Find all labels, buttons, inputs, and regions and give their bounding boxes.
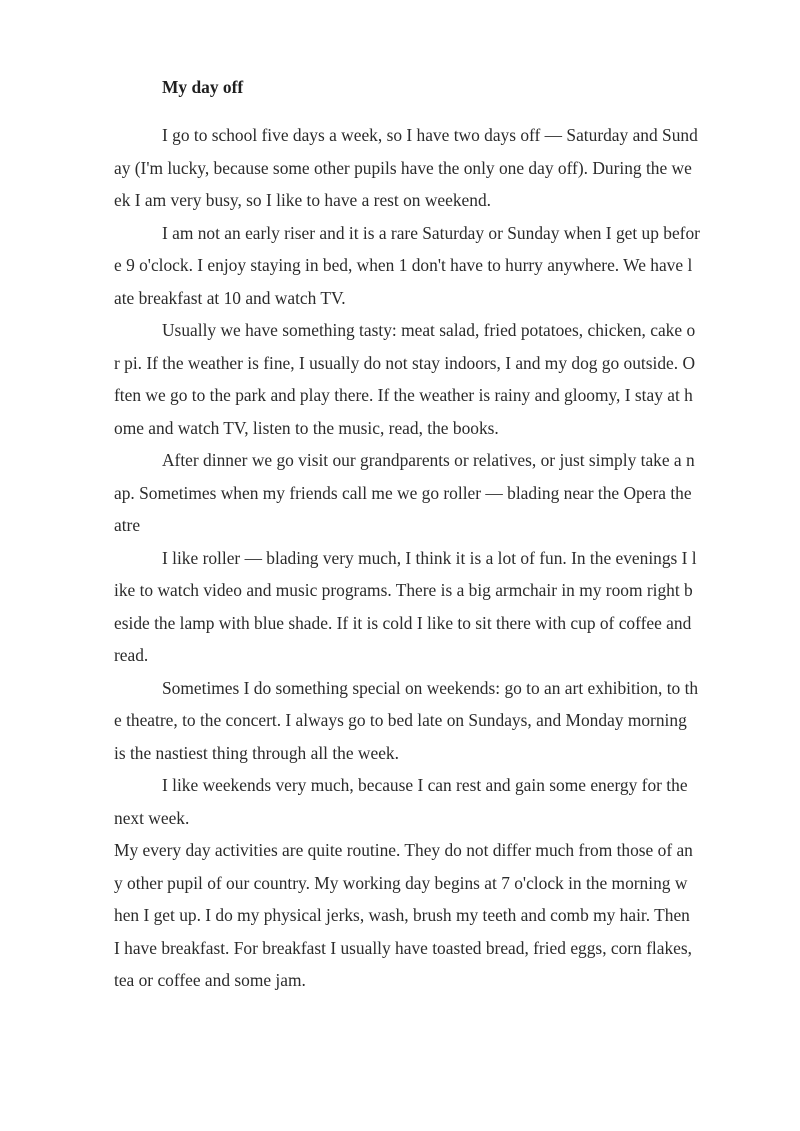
- text-line: ate breakfast at 10 and watch TV.: [114, 287, 346, 308]
- text-line: e 9 o'clock. I enjoy staying in bed, when 1 don't have to hurry anywhere. We have l: [114, 255, 693, 275]
- document-page: [114, 73, 746, 997]
- text-line: My every day activities are quite routine. They do not differ much from those of an: [114, 840, 693, 860]
- text-line: Usually we have something tasty: meat salad, fried potatoes, chicken, cake o: [162, 320, 696, 340]
- text-line: next week.: [114, 807, 190, 828]
- text-line: I go to school five days a week, so I have two days off — Saturday and Sund: [162, 125, 698, 145]
- text-line: read.: [114, 645, 149, 665]
- text-line: e theatre, to the concert. I always go to bed late on Sundays, and Monday morning: [114, 710, 687, 730]
- text-line: ap. Sometimes when my friends call me we go roller — blading near the Opera the: [114, 482, 692, 503]
- text-line: After dinner we go visit our grandparents or relatives, or just simply take a n: [162, 450, 695, 470]
- text-line: I have breakfast. For breakfast I usually have toasted bread, fried eggs, corn flakes,: [114, 937, 693, 958]
- text-line: ike to watch video and music programs. There is a big armchair in my room right b: [114, 580, 693, 600]
- document-title: My day off: [162, 77, 244, 97]
- text-line: ften we go to the park and play there. If the weather is rainy and gloomy, I stay at h: [114, 385, 693, 405]
- text-line: eside the lamp with blue shade. If it is cold I like to sit there with cup of coffee and: [114, 612, 692, 633]
- text-line: hen I get up. I do my physical jerks, wash, brush my teeth and comb my hair. Then: [114, 905, 690, 925]
- text-line: I like roller — blading very much, I think it is a lot of fun. In the evenings I l: [162, 547, 697, 568]
- text-line: is the nastiest thing through all the week.: [114, 742, 399, 763]
- text-line: I like weekends very much, because I can rest and gain some energy for the: [162, 775, 688, 795]
- text-line: y other pupil of our country. My working day begins at 7 o'clock in the morning w: [114, 872, 688, 893]
- text-line: tea or coffee and some jam.: [114, 970, 306, 990]
- text-line: r pi. If the weather is fine, I usually do not stay indoors, I and my dog go outside. O: [114, 352, 696, 373]
- text-line: ek I am very busy, so I like to have a rest on weekend.: [114, 190, 491, 210]
- text-line: I am not an early riser and it is a rare Saturday or Sunday when I get up befor: [162, 222, 700, 243]
- text-line: Sometimes I do something special on weekends: go to an art exhibition, to th: [162, 677, 699, 698]
- document-body: [114, 119, 746, 997]
- text-line: ome and watch TV, listen to the music, read, the books.: [114, 417, 499, 438]
- text-line: ay (I'm lucky, because some other pupils have the only one day off). During the we: [114, 157, 692, 178]
- text-line: atre: [114, 515, 141, 535]
